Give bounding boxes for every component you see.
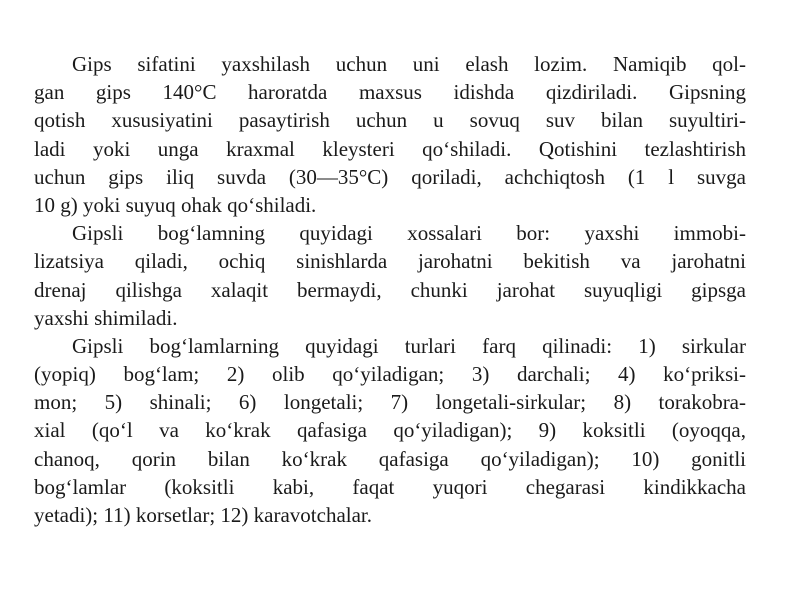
paragraph-bandage-types: [34, 332, 746, 529]
text-line: mon; 5) shinali; 6) longetali; 7) longetali-sirkular; 8) torakobra-: [34, 390, 746, 415]
text-line: yetadi); 11) korsetlar; 12) karavotchalar.: [34, 503, 372, 527]
text-line: lizatsiya qiladi, ochiq sinishlarda jarohatni bekitish va jarohatni: [34, 249, 746, 274]
text-line: bog‘lamlar (koksitli kabi, faqat yuqori chegarasi kindikkacha: [34, 474, 746, 499]
text-line: qotish xususiyatini pasaytirish uchun u sovuq suv bilan suyultiri-: [34, 108, 746, 133]
text-line: drenaj qilishga xalaqit bermaydi, chunki jarohat suyuqligi gipsga: [34, 277, 746, 302]
text-line: xial (qo‘l va ko‘krak qafasiga qo‘yiladigan); 9) koksitli (oyoqqa,: [34, 418, 746, 443]
text-line: yaxshi shimiladi.: [34, 305, 178, 330]
text-line: Gipsli bog‘lamning quyidagi xossalari bor: yaxshi immobi-: [72, 221, 746, 246]
text-line: uchun gips iliq suvda (30—35°C) qoriladi, achchiqtosh (1 l suvga: [34, 164, 746, 189]
text-line: 10 g) yoki suyuq ohak qo‘shiladi.: [34, 192, 317, 217]
text-line: gan gips 140°C haroratda maxsus idishda qizdiriladi. Gipsning: [34, 80, 746, 105]
paragraph-gips-quality: [34, 50, 746, 219]
text-line: ladi yoki unga kraxmal kleysteri qo‘shiladi. Qotishini tezlashtirish: [34, 136, 746, 161]
text-line: Gips sifatini yaxshilash uchun uni elash lozim. Namiqib qol-: [72, 52, 746, 76]
text-line: (yopiq) bog‘lam; 2) olib qo‘yiladigan; 3) darchali; 4) ko‘priksi-: [34, 362, 746, 387]
text-line: Gipsli bog‘lamlarning quyidagi turlari farq qilinadi: 1) sirkular: [72, 333, 746, 358]
document-page: [34, 50, 746, 529]
text-line: chanoq, qorin bilan ko‘krak qafasiga qo‘yiladigan); 10) gonitli: [34, 446, 746, 471]
paragraph-bandage-properties: [34, 219, 746, 332]
